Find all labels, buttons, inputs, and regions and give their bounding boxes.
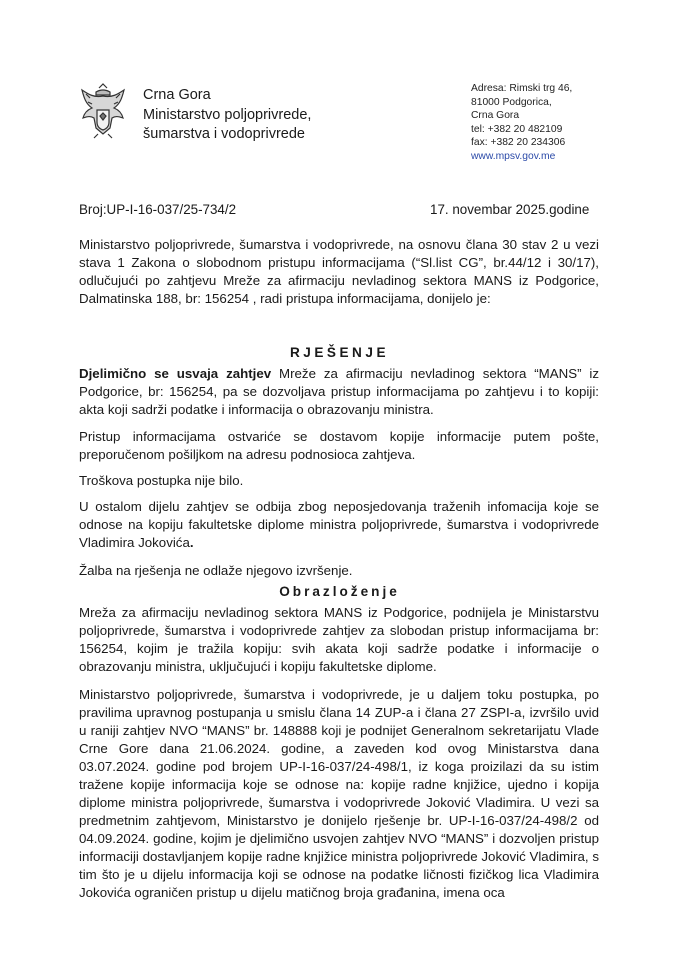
intro-paragraph: Ministarstvo poljoprivrede, šumarstva i vodoprivrede, na osnovu člana 30 stav 2 u vezi stava 1 Zakona o slobodnom pristupu informacijama (“Sl.list CG”, br.44/12 i 30/17), odlučujući po zahtjevu Mreže za afirmaciju nevladinog sektora MANS iz Podgorice, Dalmatinska 188, br: 156254 , radi pristupa informacijama, donijelo je:: [79, 237, 599, 306]
decision-heading: RJEŠENJE: [289, 345, 390, 360]
website-link[interactable]: www.mpsv.gov.me: [471, 150, 556, 162]
rejection-paragraph: [79, 498, 599, 552]
appeal-paragraph: Žalba na rješenja ne odlaže njegovo izvršenje.: [79, 563, 353, 578]
contact-block: [471, 82, 572, 164]
reasoning-paragraph-1: Mreža za afirmaciju nevladinog sektora MANS iz Podgorice, podnijela je Ministarstvu poljoprivrede, šumarstva i vodoprivrede zahtjev za slobodan pristup informacijama br: 156254, kojim je tražila kopiju: svih akata koji sadrže podatke i informacije o obrazovanju ministra, uključujući i kopiju fakultetske diplome.: [79, 605, 599, 674]
ministry-name: [143, 86, 311, 145]
org-ministry-cont: šumarstva i vodoprivrede: [143, 126, 305, 142]
fax-line: fax: +382 20 234306: [471, 137, 566, 149]
rejection-end: .: [189, 535, 194, 550]
phone-line: tel: +382 20 482109: [471, 123, 563, 135]
decision-bold-text: Djelimično se usvaja zahtjev: [79, 366, 272, 381]
address-line: Crna Gora: [471, 110, 520, 122]
org-country: Crna Gora: [143, 87, 211, 103]
address-line: 81000 Podgorica,: [471, 96, 552, 108]
decision-paragraph: [79, 365, 599, 419]
document-number: Broj:UP-I-16-037/25-734/2: [79, 202, 237, 217]
address-line: Adresa: Rimski trg 46,: [471, 83, 573, 94]
decision-text: Mreže za afirmaciju nevladinog sektora “MANS” iz Podgorice, br: 156254, pa se dozvoljava pristup informacijama po zahtjevu i to kopiji: akta koji sadrži podatke i informacija o obrazovanju ministra.: [79, 366, 600, 417]
costs-paragraph: Troškova postupka nije bilo.: [79, 473, 244, 488]
reasoning-heading: Obrazloženje: [279, 584, 400, 599]
reasoning-paragraph-2: Ministarstvo poljoprivrede, šumarstva i vodoprivrede, je u daljem toku postupka, po pravilima upravnog postupanja u smislu člana 14 ZUP-a i člana 27 ZSPI-a, izvršilo uvid u raniji zahtjev NVO “MANS” br. 148888 koji je podnijet Generalnom sekretarijatu Vlade Crne Gore dana 21.06.2024. godine, a zaveden kod ovog Ministarstva dana 03.07.2024. godine pod brojem UP-I-16-037/24-498/1, iz koga proizilazi da su istim tražene kopije informacija koje se odnose na: kopije radne knjižice, ujedno i kopija diplome ministra poljoprivrede, šumarstva i vodoprivrede Joković Vladimira. U vezi sa predmetnim zahtjevom, Ministarstvo je donijelo rješenje br. UP-I-16-037/24-498/2 od 04.09.2024. godine, kojim je djelimično usvojen zahtjev NVO “MANS” i dozvoljen pristup informaciji dostavljanjem kopije radne knjižice ministra poljoprivrede Joković Vladimira, s tim što je u dijelu informacija koji se odnose na podatke ličnosti fizičkog lica Vladimira Jokovića ograničen pristup u dijelu matičnog broja građanina, imena oca: [79, 687, 599, 900]
rejection-text: U ostalom dijelu zahtjev se odbija zbog neposjedovanja traženih infomacija koje se odnose na kopiju fakultetske diplome ministra poljoprivrede, šumarstva i vodoprivrede Vladimira Jokovića: [79, 499, 599, 550]
coat-of-arms-icon: [78, 82, 128, 140]
document-date: 17. novembar 2025.godine: [430, 202, 590, 217]
delivery-paragraph: Pristup informacijama ostvariće se dostavom kopije informacije putem pošte, preporučenom pošiljkom na adresu podnosioca zahtjeva.: [79, 429, 599, 462]
org-ministry: Ministarstvo poljoprivrede,: [143, 106, 312, 123]
